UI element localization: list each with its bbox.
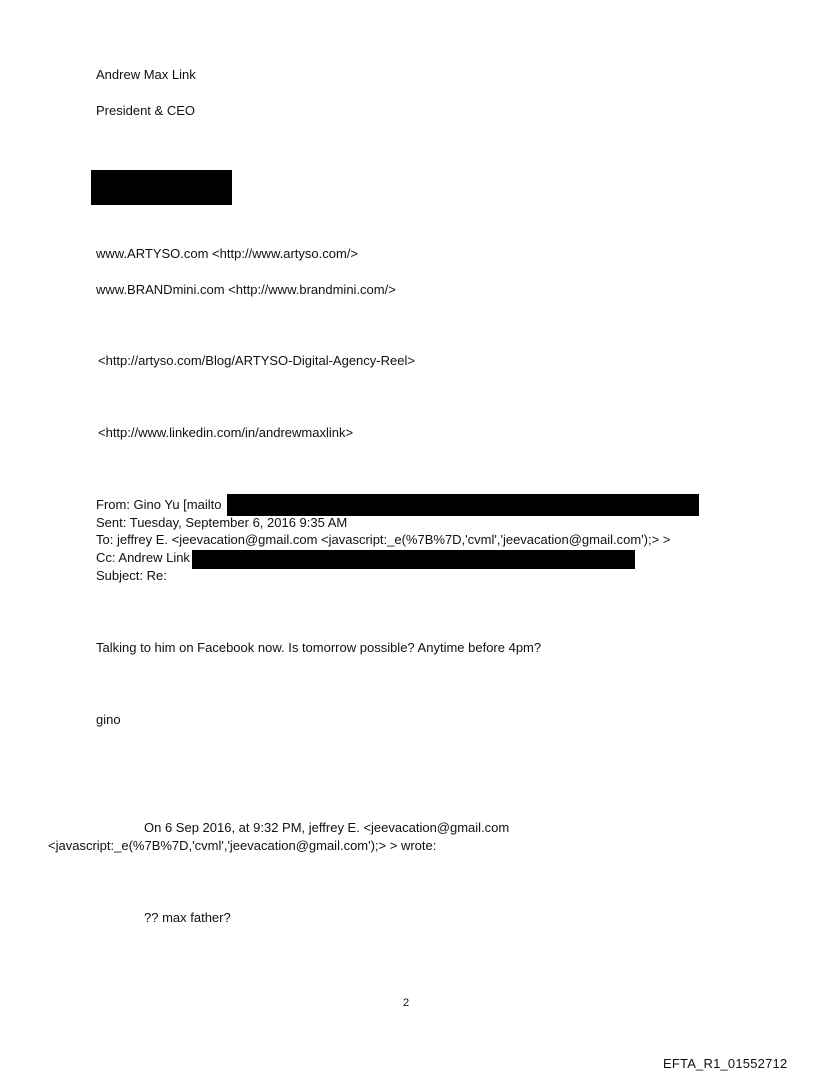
signature-link-linkedin: <http://www.linkedin.com/in/andrewmaxlink> (98, 425, 354, 440)
redaction-block-cc-email (192, 550, 635, 569)
email-header-from: From: Gino Yu [mailto (96, 497, 222, 512)
signature-link-reel: <http://artyso.com/Blog/ARTYSO-Digital-Agency-Reel> (98, 353, 415, 368)
email-body-message: Talking to him on Facebook now. Is tomorrow possible? Anytime before 4pm? (96, 640, 542, 655)
email-body-signoff: gino (96, 712, 121, 727)
signature-website-artyso: www.ARTYSO.com <http://www.artyso.com/> (96, 246, 359, 261)
email-header-subject: Subject: Re: (96, 568, 167, 583)
signature-title: President & CEO (96, 103, 195, 118)
redaction-block-from-email (227, 494, 699, 516)
quoted-intro-line-2: <javascript:_e(%7B%7D,'cvml','jeevacation@gmail.com');> > wrote: (48, 838, 437, 853)
redaction-block-logo (91, 170, 232, 205)
bates-number: EFTA_R1_01552712 (663, 1056, 788, 1071)
email-header-sent: Sent: Tuesday, September 6, 2016 9:35 AM (96, 515, 348, 530)
email-header-to: To: jeffrey E. <jeevacation@gmail.com <javascript:_e(%7B%7D,'cvml','jeevacation@gmail.com');> > (96, 532, 671, 547)
email-header-cc: Cc: Andrew Link (96, 550, 190, 565)
signature-name: Andrew Max Link (96, 67, 196, 82)
signature-website-brandmini: www.BRANDmini.com <http://www.brandmini.com/> (96, 282, 396, 297)
quoted-intro-line-1: On 6 Sep 2016, at 9:32 PM, jeffrey E. <jeevacation@gmail.com (144, 820, 510, 835)
page-number: 2 (403, 997, 410, 1009)
quoted-message: ?? max father? (144, 910, 231, 925)
